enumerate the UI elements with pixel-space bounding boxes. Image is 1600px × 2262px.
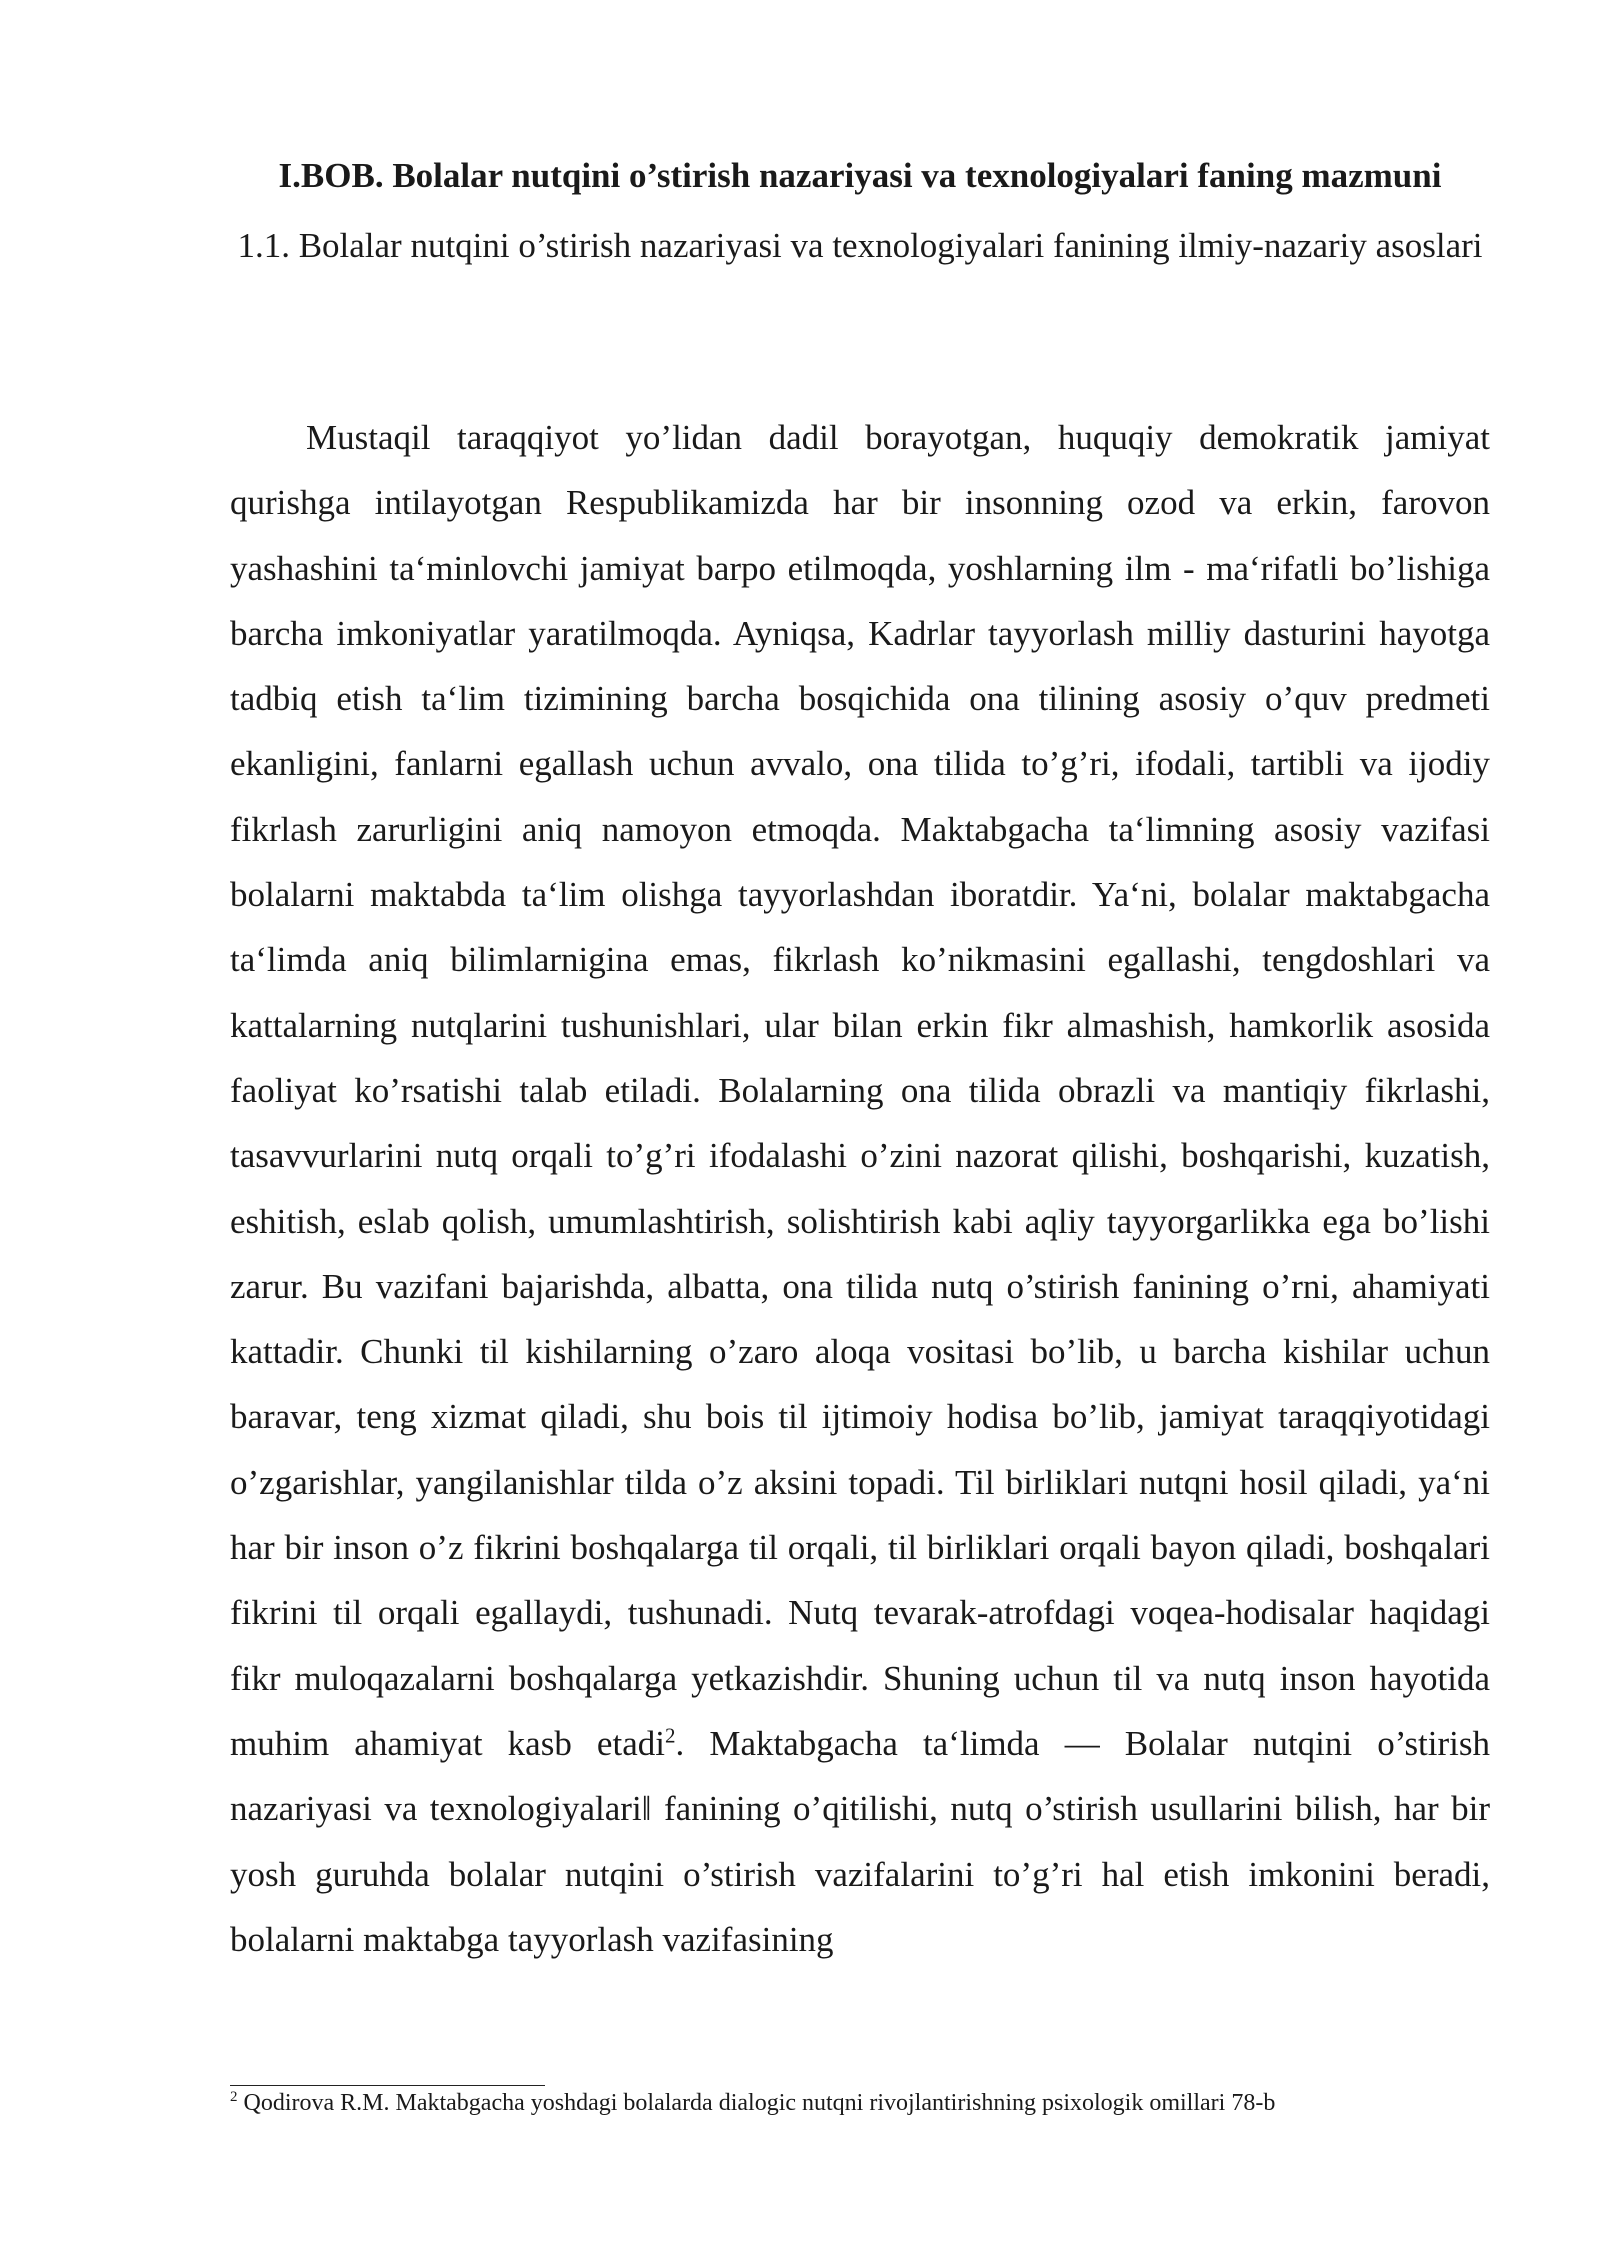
- chapter-title: I.BOB. Bolalar nutqini o’stirish nazariyasi va texnologiyalari faning mazmuni: [278, 156, 1442, 195]
- body-paragraph: [230, 405, 1490, 1972]
- footnote-reference: 2: [664, 1723, 676, 1748]
- paragraph-text-part2: . Maktabgacha ta‘limda ― Bolalar nutqini o’stirish nazariyasi va texnologiyalari‖ fanining o’qitilishi, nutq o’stirish usullarini bilish, har bir yosh guruhda bolalar nutqini o’stirish vazifalarini to’g’ri hal etish imkonini beradi, bolalarni maktabga tayyorlash vazifasining: [230, 1723, 1491, 1959]
- section-title: 1.1. Bolalar nutqini o’stirish nazariyasi va texnologiyalari fanining ilmiy-nazariy asoslari: [237, 226, 1483, 265]
- footnote-text: Qodirova R.M. Maktabgacha yoshdagi bolalarda dialogic nutqni rivojlantirishning psixologik omillari 78-b: [237, 2090, 1276, 2116]
- footnote-number: 2: [230, 2089, 238, 2105]
- footnote: [230, 2086, 1490, 2120]
- paragraph-text-part1: Mustaqil taraqqiyot yo’lidan dadil borayotgan, huquqiy demokratik jamiyat qurishga intilayotgan Respublikamizda har bir insonning ozod va erkin, farovon yashashini ta‘minlovchi jamiyat barpo etilmoqda, yoshlarning ilm - ma‘rifatli bo’lishiga barcha imkoniyatlar yaratilmoqda. Ayniqsa, Kadrlar tayyorlash milliy dasturini hayotga tadbiq etish ta‘lim tizimining barcha bosqichida ona tilining asosiy o’quv predmeti ekanligini, fanlarni egallash uchun avvalo, ona tilida to’g’ri, ifodali, tartibli va ijodiy fikrlash zarurligini aniq namoyon etmoqda. Maktabgacha ta‘limning asosiy vazifasi bolalarni maktabda ta‘lim olishga tayyorlashdan iboratdir. Ya‘ni, bolalar maktabgacha ta‘limda aniq bilimlarnigina emas, fikrlash ko’nikmasini egallashi, tengdoshlari va kattalarning nutqlarini tushunishlari, ular bilan erkin fikr almashish, hamkorlik asosida faoliyat ko’rsatishi talab etiladi. Bolalarning ona tilida obrazli va mantiqiy fikrlashi, tasavvurlarini nutq orqali to’g’ri ifodalashi o’zini nazorat qilishi, boshqarishi, kuzatish, eshitish, eslab qolish, umumlashtirish, solishtirish kabi aqliy tayyorgarlikka ega bo’lishi zarur. Bu vazifani bajarishda, albatta, ona tilida nutq o’stirish fanining o’rni, ahamiyati kattadir. Chunki til kishilarning o’zaro aloqa vositasi bo’lib, u barcha kishilar uchun baravar, teng xizmat qiladi, shu bois til ijtimoiy hodisa bo’lib, jamiyat taraqqiyotidagi o’zgarishlar, yangilanishlar tilda o’z aksini topadi. Til birliklari nutqni hosil qiladi, ya‘ni har bir inson o’z fikrini boshqalarga til orqali, til birliklari orqali bayon qiladi, boshqalari fikrini til orqali egallaydi, tushunadi. Nutq tevarak-atrofdagi voqea-hodisalar haqidagi fikr muloqazalarni boshqalarga yetkazishdir. Shuning uchun til va nutq inson hayotida muhim ahamiyat kasb etadi: [230, 418, 1490, 1763]
